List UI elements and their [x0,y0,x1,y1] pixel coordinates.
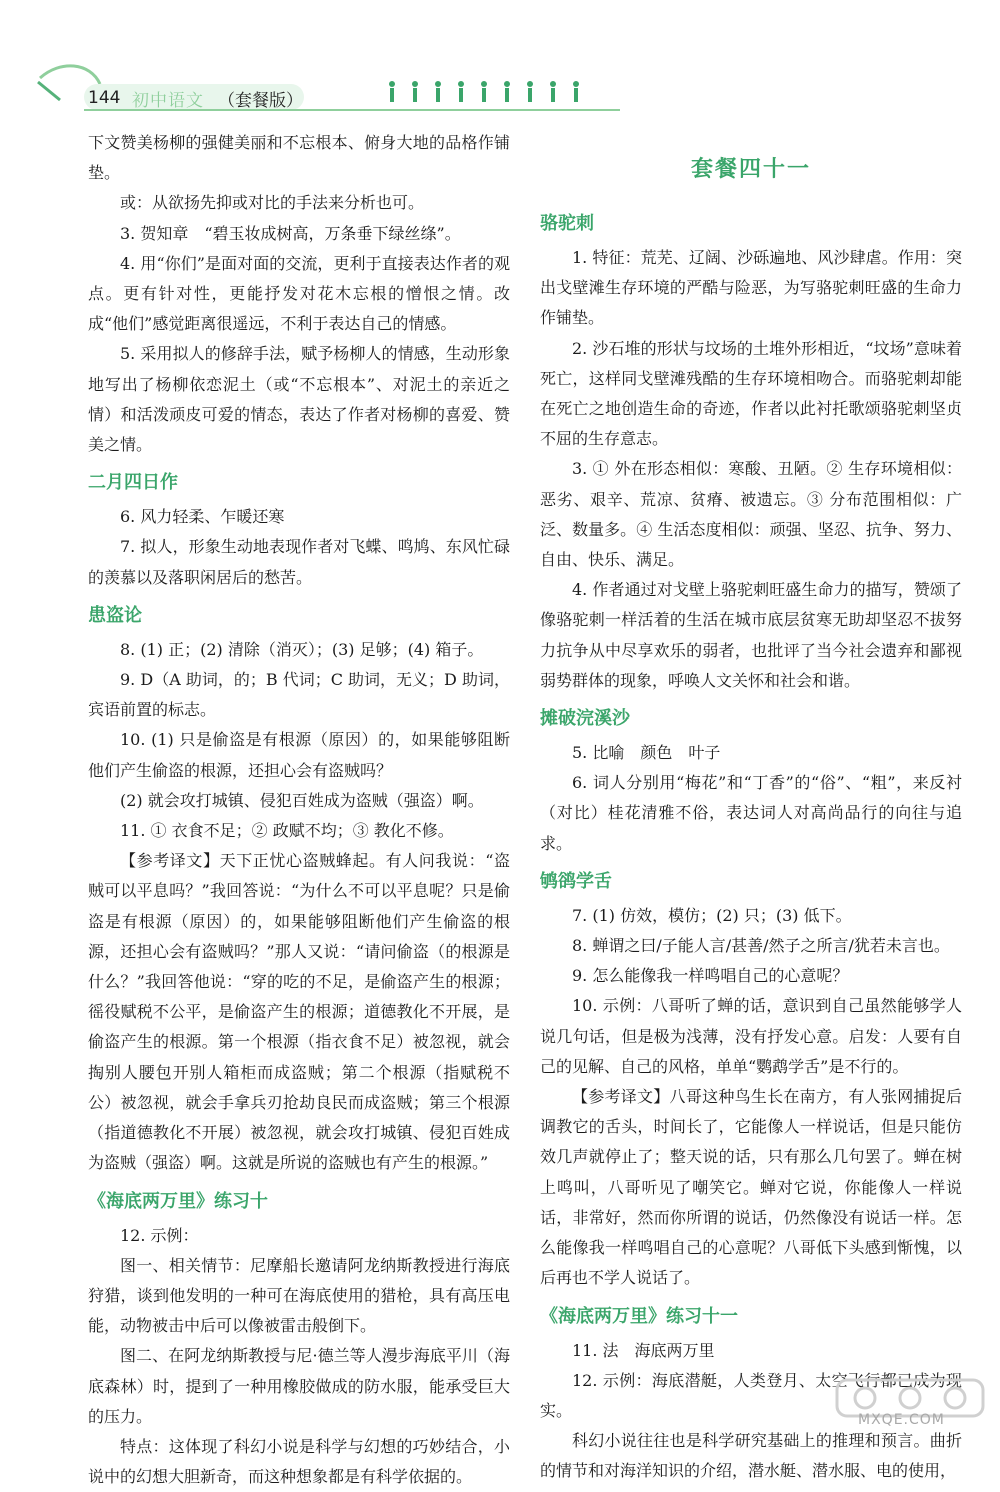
watermark-url: MXQE.COM [858,1412,945,1428]
text-line: 12. 示例： [120,1225,199,1245]
text-line: 11. 法 海底两万里 [572,1340,715,1360]
text-line: 7. 拟人，形象生动地表现作者对飞蝶、鸣鸠、东风忙碌的羡慕以及落职闲居后的愁苦。 [88,537,510,587]
text-line: 5. 采用拟人的修辞手法，赋予杨柳人的情感，生动形象地写出了杨柳依恋泥土（或“不忘根本”、对泥土的亲近之情）和活泼顽皮可爱的情态，表达了作者对杨柳的喜爱、赞美之情。 [88,344,510,455]
text-line: 图一、相关情节：尼摩船长邀请阿龙纳斯教授进行海底狩猎，谈到他发明的一种可在海底使用的猎枪，具有高压电能，动物被击中后可以像被雷击般倒下。 [88,1255,510,1336]
section-title: 鸲鹆学舌 [540,870,612,892]
text-line: (2) 就会攻打城镇、侵犯百姓成为盗贼（强盗）啊。 [120,790,484,810]
book-edition: （套餐版） [218,91,303,111]
section-title: 《海底两万里》练习十 [88,1190,268,1212]
page-header [0,0,1000,125]
page-number: 144 [88,88,121,108]
text-line: 科幻小说往往也是科学研究基础上的推理和预言。曲折的情节和对海洋知识的介绍，潜水艇、潜水服、电的使用， [540,1431,962,1481]
translation-paragraph: 【参考译文】天下正忧心盗贼蜂起。有人问我说：“盗贼可以平息吗？”我回答说：“为什么不可以平息呢？只是偷盗是有根源（原因）的，如果能够阻断他们产生偷盗的根源，还担心会有盗贼吗？”那人又说：“请问偷盗（的根源是什么？”我回答他说：“穿的吃的不足，是偷盗产生的根源；徭役赋税不公平，是偷盗产生的根源；道德教化不开展，是偷盗产生的根源。第一个根源（指衣食不足）被忽视，就会掏别人腰包开别人箱柜而成盗贼；第二个根源（指赋税不公）被忽视，就会手拿兵刃抢劫良民而成盗贼；第三个根源（指道德教化不开展）被忽视，就会攻打城镇、侵犯百姓成为盗贼（强盗）啊。这就是所说的盗贼也有产生的根源。” [88,851,510,1173]
text-line: 12. 示例：海底潜艇，人类登月、太空飞行都已成为现实。 [540,1370,962,1420]
section-title: 骆驼刺 [540,213,594,234]
text-line: 4. 作者通过对戈壁上骆驼刺旺盛生命力的描写，赞颂了像骆驼刺一样活着的生活在城市底层贫寒无助却坚忍不拔努力抗争从中尽享欢乐的弱者，也批评了当今社会遗弃和鄙视弱势群体的现象，呼唤人文关怀和社会和谐。 [540,580,962,690]
section-title: 患盗论 [88,604,142,626]
section-title: 《海底两万里》练习十一 [540,1305,738,1327]
book-brand: 初中语文 [132,91,204,111]
text-line: 3. ① 外在形态相似：寒酸、丑陋。② 生存环境相似：恶劣、艰辛、荒凉、贫瘠、被遗忘。③ 分布范围相似：广泛、数量多。④ 生活态度相似：顽强、坚忍、抗争、努力、自由、快乐、满足。 [540,459,962,570]
set-title: 套餐四十一 [690,157,811,182]
text-line: 9. D（A 助词，的；B 代词；C 助词，无义；D 助词，宾语前置的标志。 [88,670,510,720]
section-title: 二月四日作 [88,472,178,494]
text-line: 7. (1) 仿效，模仿；(2) 只；(3) 低下。 [572,905,852,925]
left-column [88,128,510,1492]
text-line: 8. (1) 正；(2) 清除（消灭）；(3) 足够；(4) 箱子。 [120,639,484,659]
text-line: 2. 沙石堆的形状与坟场的土堆外形相近，“坟场”意味着死亡，这样同戈壁滩残酷的生存环境相吻合。而骆驼刺却能在死亡之地创造生命的奇迹，作者以此衬托歌颂骆驼刺坚贞不屈的生存意志。 [540,338,962,449]
text-line: 4. 用“你们”是面对面的交流，更利于直接表达作者的观点。更有针对性，更能抒发对花木忘根的憎恨之情。改成“他们”感觉距离很遥远，不利于表达自己的情感。 [88,253,510,334]
section-title: 摊破浣溪沙 [540,708,630,730]
text-line: 8. 蝉谓之曰/子能人言/甚善/然子之所言/犹若未言也。 [572,936,950,956]
text-line: 6. 词人分别用“梅花”和“丁香”的“俗”、“粗”，来反衬（对比）桂花清雅不俗，表达词人对高尚品行的向往与追求。 [540,773,962,853]
text-line: 11. ① 衣食不足；② 政赋不均；③ 教化不修。 [120,821,454,841]
text-line: 下文赞美杨柳的强健美丽和不忘根本、俯身大地的品格作铺垫。 [88,133,510,183]
text-line: 5. 比喻 颜色 叶子 [572,743,721,763]
text-line: 图二、在阿龙纳斯教授与尼·德兰等人漫步海底平川（海底森林）时，提到了一种用橡胶做成的防水服，能承受巨大的压力。 [88,1346,510,1426]
right-column [540,128,962,1487]
text-line: 1. 特征：荒芜、辽阔、沙砾遍地、风沙肆虐。作用：突出戈壁滩生存环境的严酷与险恶，为写骆驼刺旺盛的生命力作铺垫。 [540,248,962,328]
text-line: 特点：这体现了科幻小说是科学与幻想的巧妙结合，小说中的幻想大胆新奇，而这种想象都是有科学依据的。 [88,1436,510,1487]
text-line: 3. 贺知章 “碧玉妆成树高，万条垂下绿丝绦”。 [120,223,461,243]
text-line: 或：从欲扬先抑或对比的手法来分析也可。 [120,193,425,213]
translation-paragraph: 【参考译文】八哥这种鸟生长在南方，有人张网捕捉后调教它的舌头，时间长了，它能像人一样说话，但是只能仿效几声就停止了；整天说的话，只有那么几句罢了。蝉在树上鸣叫，八哥听见了嘲笑它。蝉对它说，你能像人一样说话，非常好，然而你所谓的说话，仍然像没有说话一样。怎么能像我一样鸣唱自己的心意呢？八哥低下头感到惭愧，以后再也不学人说话了。 [540,1087,962,1288]
text-line: 9. 怎么能像我一样鸣唱自己的心意呢？ [572,966,849,986]
text-line: 10. 示例：八哥听了蝉的话，意识到自己虽然能够学人说几句话，但是极为浅薄，没有抒发心意。启发：人要有自己的见解、自己的风格，单单“鹦鹉学舌”是不行的。 [540,996,962,1076]
text-line: 6. 风力轻柔、乍暖还寒 [120,507,285,527]
text-line: 10. (1) 只是偷盗是有根源（原因）的，如果能够阻断他们产生偷盗的根源，还担心会有盗贼吗？ [88,730,510,780]
